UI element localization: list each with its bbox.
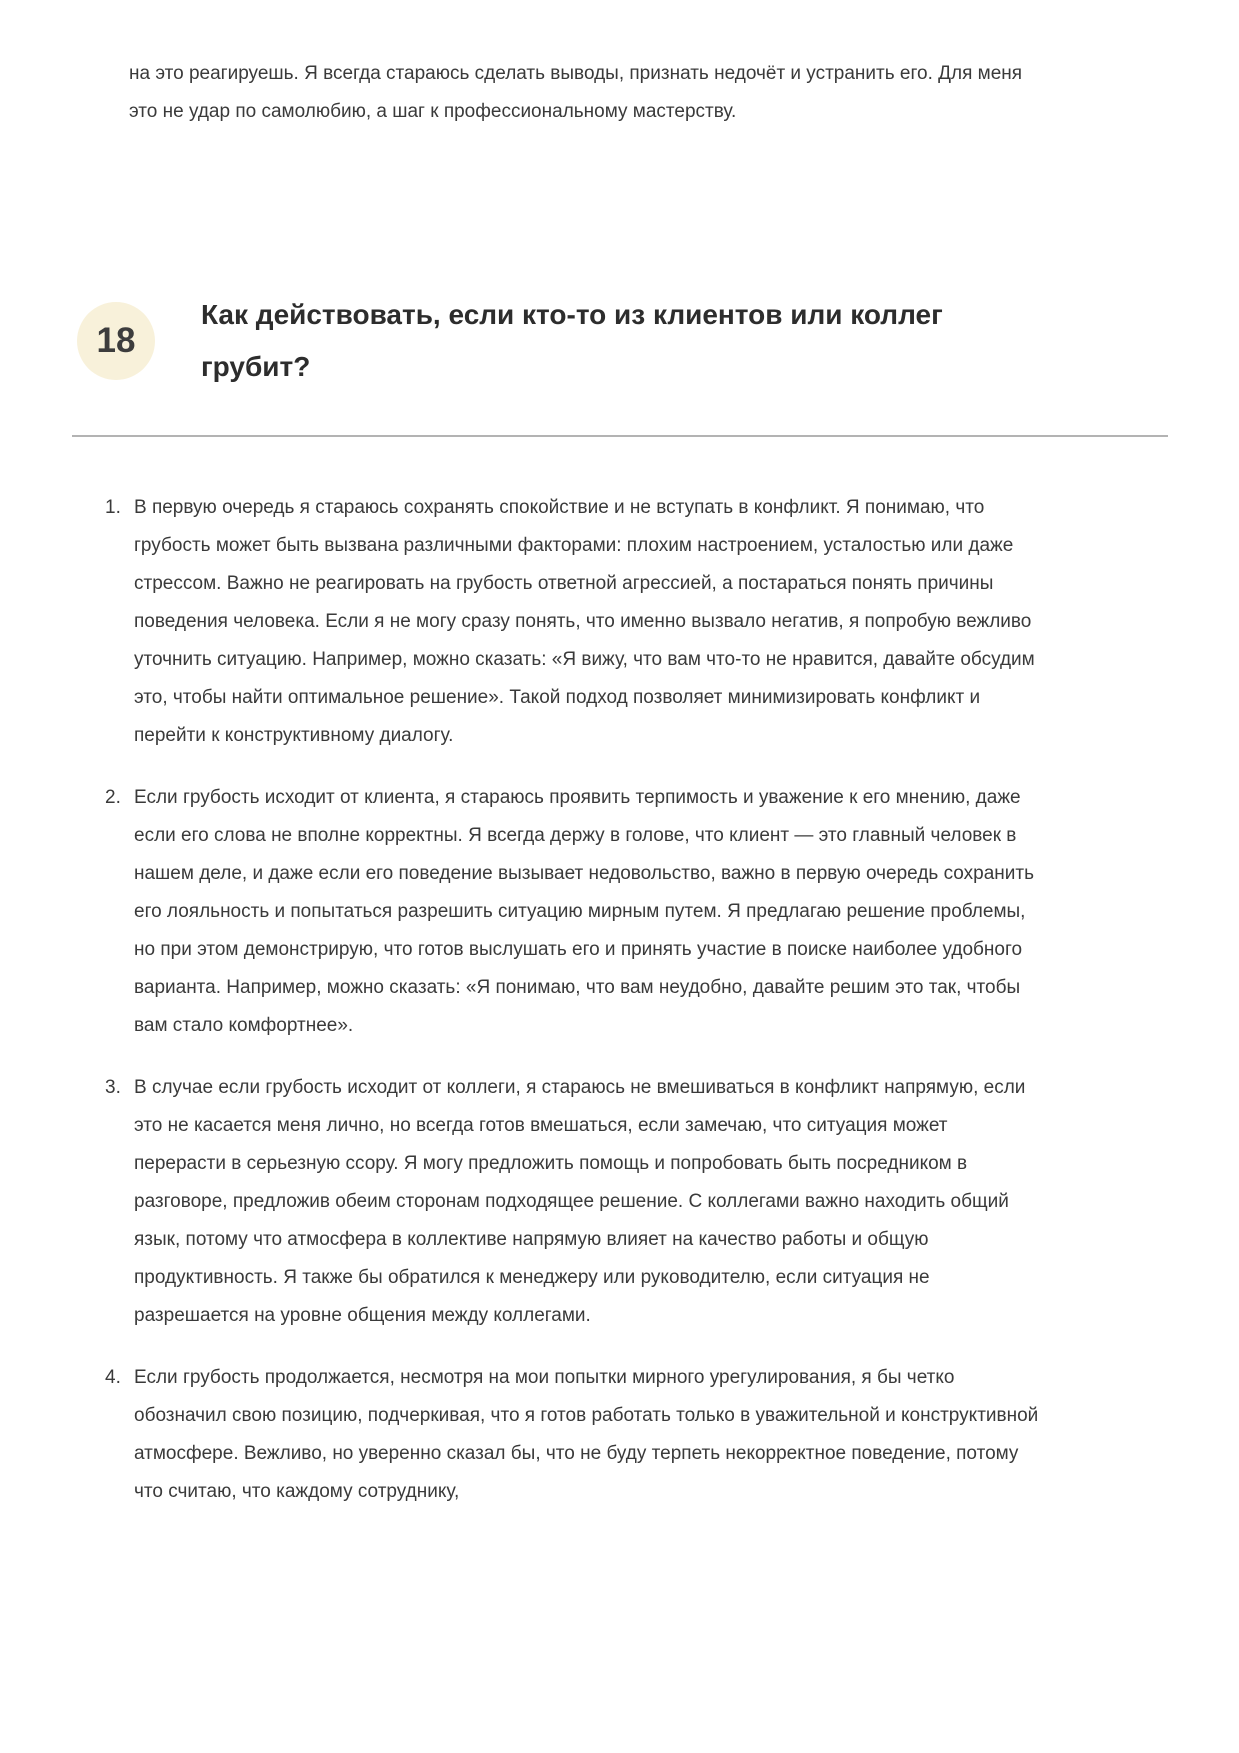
list-item-text: Если грубость продолжается, несмотря на мои попытки мирного урегулирования, я бы четко обозначил свою позицию, подчеркивая, что я готов работать только в уважительной и конструктивной атмосфере. Вежливо, но уверенно сказал бы, что не буду терпеть некорректное поведение, потому что считаю, что каждому сотруднику, (134, 1367, 1039, 1502)
list-item-text: В случае если грубость исходит от коллеги, я стараюсь не вмешиваться в конфликт напрямую, если это не касается меня лично, но всегда готов вмешаться, если замечаю, что ситуация может перерасти в серьезную ссору. Я могу предложить помощь и попробовать быть посредником в разговоре, предложив обеим сторонам подходящее решение. С коллегами важно находить общий язык, потому что атмосфера в коллективе напрямую влияет на качество работы и общую продуктивность. Я также бы обратился к менеджеру или руководителю, если ситуация не разрешается на уровне общения между коллегами. (134, 1077, 1026, 1326)
list-item (105, 489, 1045, 755)
list-item-number: 3. (105, 1077, 121, 1098)
question-header (72, 289, 1168, 393)
list-item (105, 1359, 1045, 1511)
list-item-number: 1. (105, 497, 121, 518)
section-divider (72, 435, 1168, 437)
list-item-number: 2. (105, 787, 121, 808)
answer-list (105, 489, 1045, 1511)
previous-answer-continuation: на это реагируешь. Я всегда стараюсь сделать выводы, признать недочёт и устранить его. Для меня это не удар по самолюбию, а шаг к профессиональному мастерству. (129, 63, 1023, 122)
question-number-badge: 18 (77, 302, 155, 380)
list-item-text: В первую очередь я стараюсь сохранять спокойствие и не вступать в конфликт. Я понимаю, что грубость может быть вызвана различными факторами: плохим настроением, усталостью или даже стрессом. Важно не реагировать на грубость ответной агрессией, а постараться понять причины поведения человека. Если я не могу сразу понять, что именно вызвало негатив, я попробую вежливо уточнить ситуацию. Например, можно сказать: «Я вижу, что вам что-то не нравится, давайте обсудим это, чтобы найти оптимальное решение». Такой подход позволяет минимизировать конфликт и перейти к конструктивному диалогу. (134, 497, 1035, 746)
list-item (105, 1069, 1045, 1335)
question-title: Как действовать, если кто-то из клиентов или коллег грубит? (201, 299, 943, 382)
list-item (105, 779, 1045, 1045)
list-item-text: Если грубость исходит от клиента, я стараюсь проявить терпимость и уважение к его мнению, даже если его слова не вполне корректны. Я всегда держу в голове, что клиент — это главный человек в нашем деле, и даже если его поведение вызывает недовольство, важно в первую очередь сохранить его лояльность и попытаться разрешить ситуацию мирным путем. Я предлагаю решение проблемы, но при этом демонстрирую, что готов выслушать его и принять участие в поиске наиболее удобного варианта. Например, можно сказать: «Я понимаю, что вам неудобно, давайте решим это так, чтобы вам стало комфортнее». (134, 787, 1035, 1036)
list-item-number: 4. (105, 1367, 121, 1388)
